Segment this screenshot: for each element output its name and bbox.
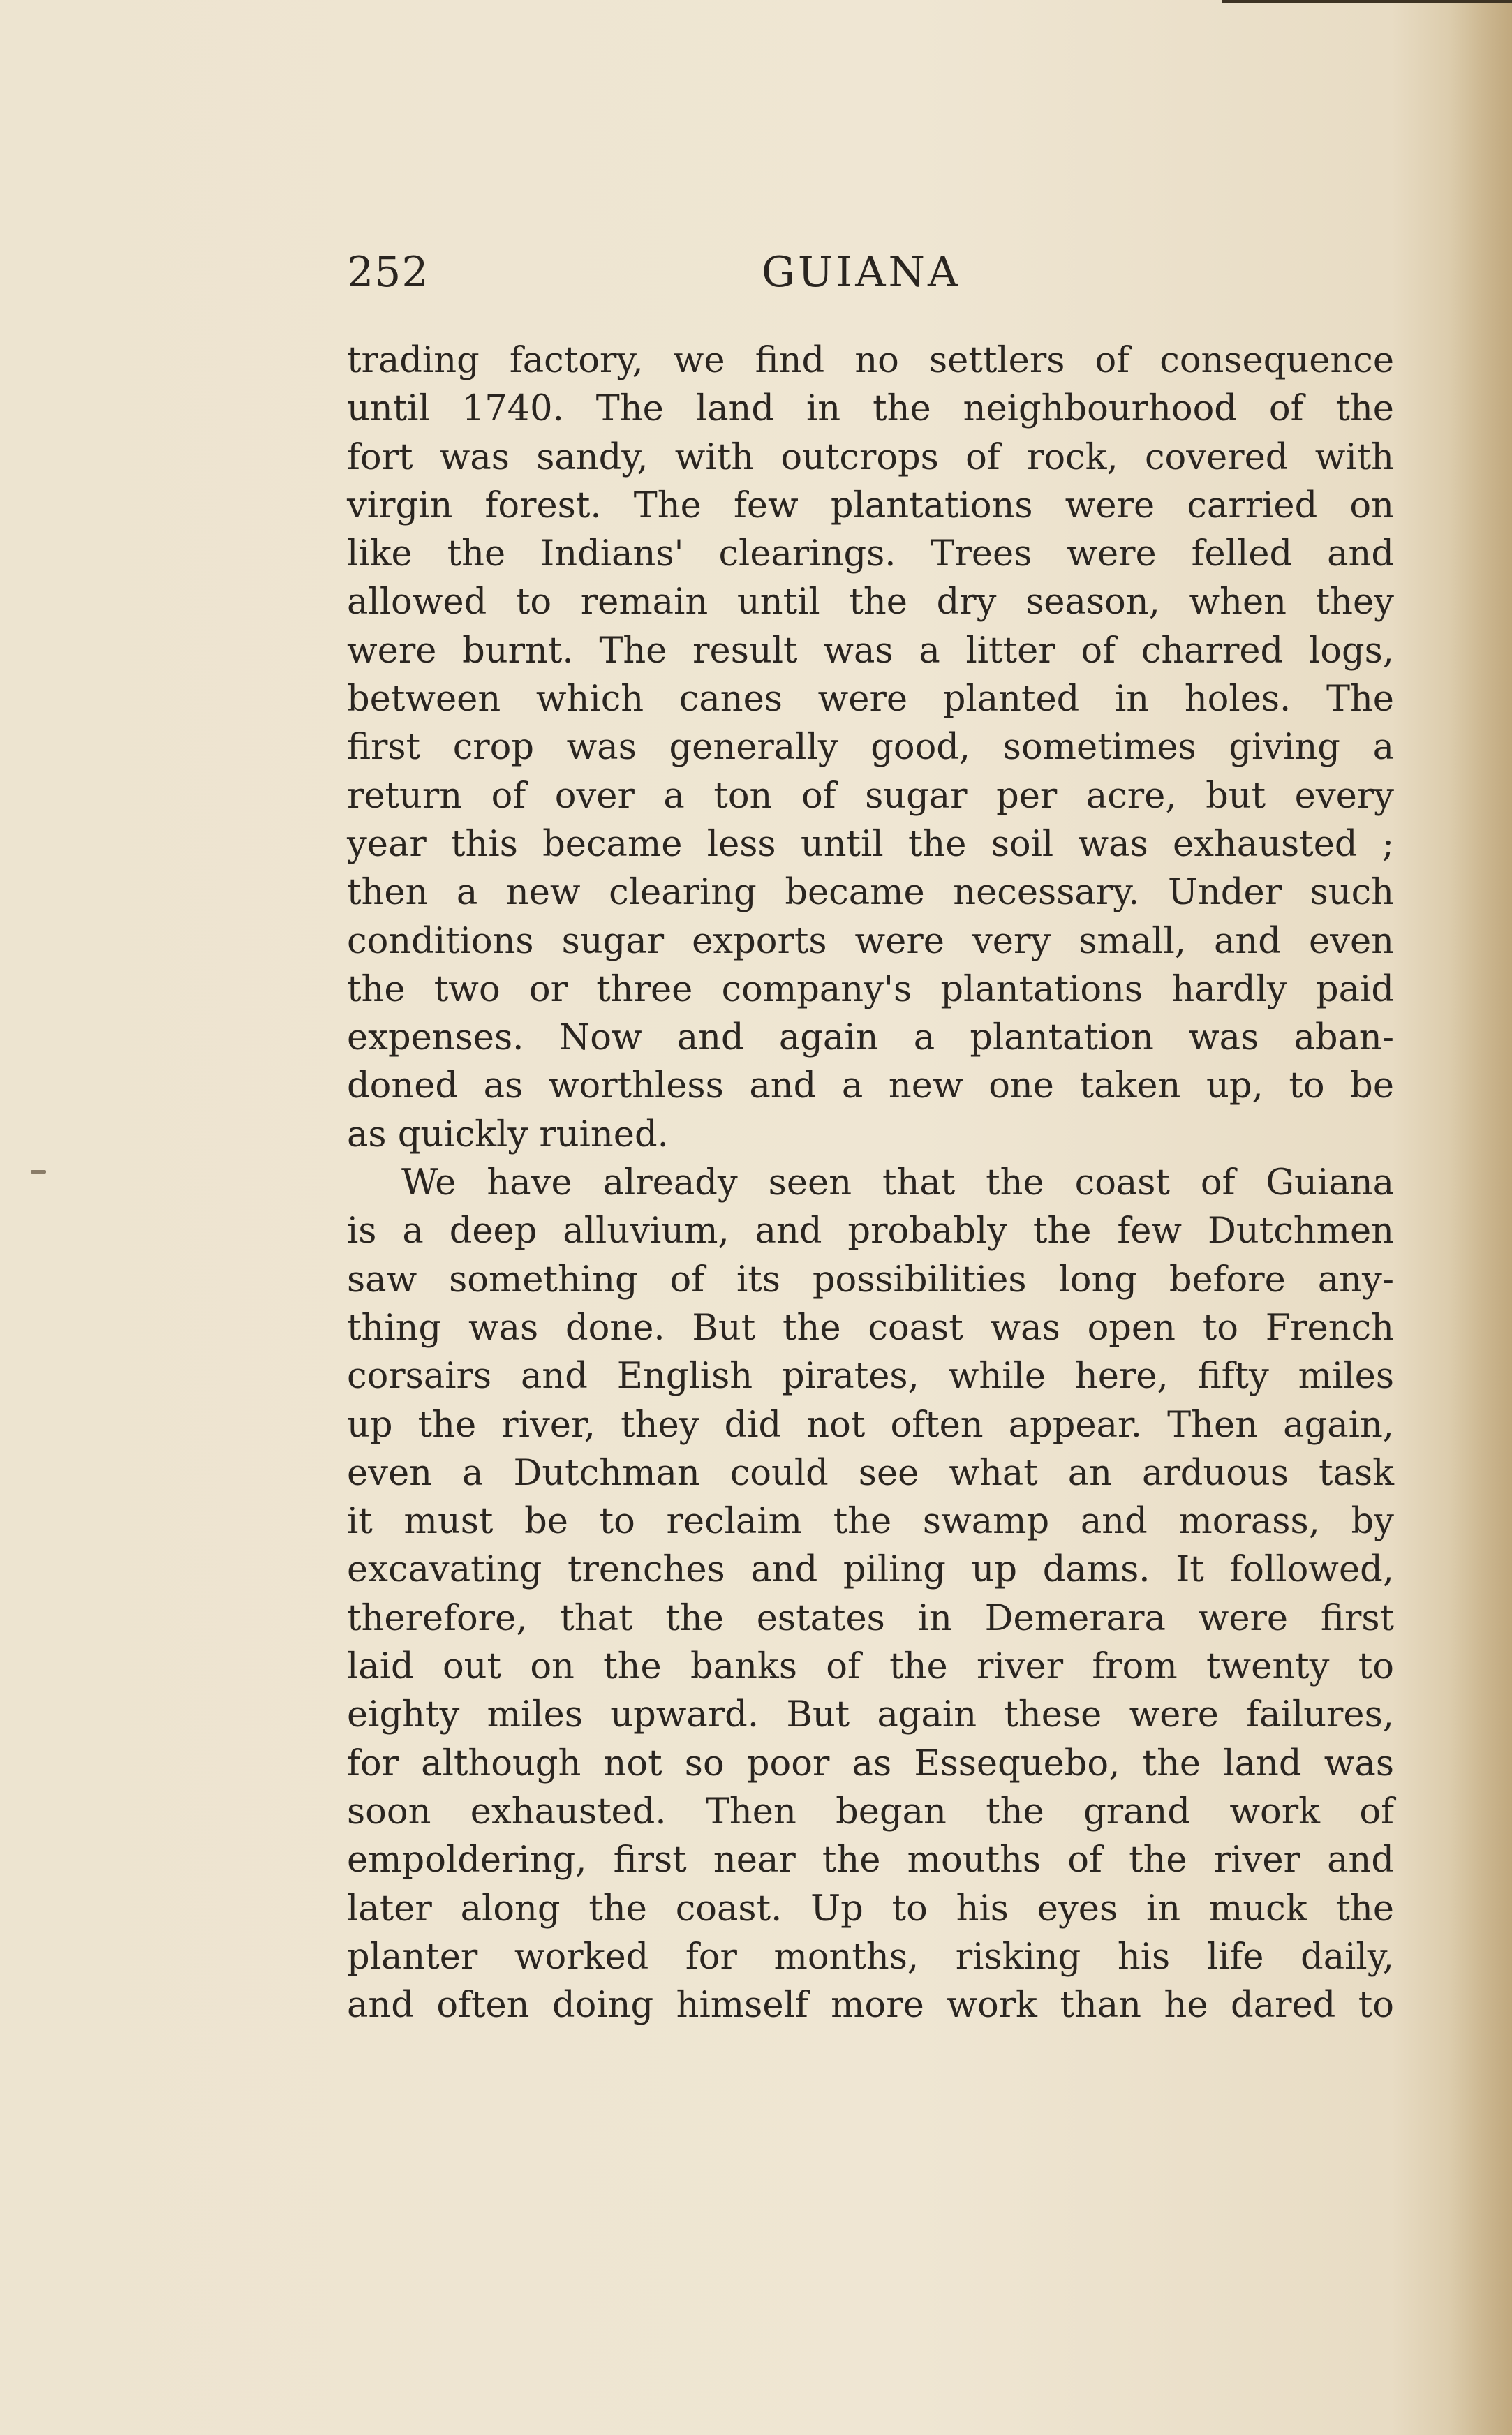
text-line: empoldering, first near the mouths of the river and [347, 1840, 1394, 1881]
text-line: allowed to remain until the dry season, when they [347, 582, 1394, 623]
page-number: 252 [347, 248, 429, 297]
text-line: excavating trenches and piling up dams. It followed, [347, 1549, 1394, 1591]
text-line: doned as worthless and a new one taken up, to be [347, 1065, 1394, 1107]
text-line: up the river, they did not often appear. Then again, [347, 1404, 1394, 1446]
text-line: as quickly ruined. [347, 1113, 669, 1155]
text-line: thing was done. But the coast was open to French [347, 1307, 1394, 1349]
text-line: conditions sugar exports were very small, and even [347, 920, 1394, 962]
text-line: laid out on the banks of the river from twenty to [347, 1646, 1394, 1688]
text-line: and often doing himself more work than he dared to [347, 1985, 1394, 2027]
text-line: planter worked for months, risking his life daily, [347, 1936, 1394, 1978]
text-line: later along the coast. Up to his eyes in muck the [347, 1888, 1394, 1930]
text-line: like the Indians' clearings. Trees were felled and [347, 533, 1394, 575]
text-line: expenses. Now and again a plantation was aban- [347, 1017, 1394, 1059]
text-line: the two or three company's plantations hardly paid [347, 968, 1394, 1010]
text-line: were burnt. The result was a litter of charred logs, [347, 630, 1394, 672]
text-line: first crop was generally good, sometimes giving a [347, 727, 1394, 769]
text-line: between which canes were planted in holes. The [347, 679, 1394, 720]
page-edge-shadow [1449, 0, 1512, 2435]
body-text [347, 336, 1394, 2029]
text-line: trading factory, we find no settlers of consequence [347, 340, 1394, 381]
text-line: year this became less until the soil was exhausted ; [347, 823, 1394, 865]
text-line: therefore, that the estates in Demerara were first [347, 1597, 1394, 1639]
text-line: then a new clearing became necessary. Under such [347, 872, 1394, 914]
text-line: saw something of its possibilities long before any- [347, 1259, 1394, 1301]
text-line: eighty miles upward. But again these were failures, [347, 1694, 1394, 1736]
text-line: virgin forest. The few plantations were carried on [347, 484, 1394, 526]
top-border-line [1222, 0, 1512, 3]
text-line: until 1740. The land in the neighbourhood of the [347, 388, 1394, 430]
text-line: soon exhausted. Then began the grand work of [347, 1791, 1394, 1833]
page-header [347, 241, 1394, 304]
text-line: it must be to reclaim the swamp and morass, by [347, 1501, 1394, 1543]
text-line: fort was sandy, with outcrops of rock, covered with [347, 436, 1394, 478]
margin-mark [31, 1170, 46, 1174]
text-line: is a deep alluvium, and probably the few Dutchmen [347, 1211, 1394, 1252]
text-line: return of over a ton of sugar per acre, but every [347, 775, 1394, 817]
running-title: GUIANA [762, 248, 961, 297]
text-line: for although not so poor as Essequebo, the land was [347, 1742, 1394, 1784]
text-line: corsairs and English pirates, while here, fifty miles [347, 1356, 1394, 1398]
text-line: even a Dutchman could see what an arduous task [347, 1452, 1394, 1494]
text-line: We have already seen that the coast of Guiana [401, 1162, 1394, 1204]
